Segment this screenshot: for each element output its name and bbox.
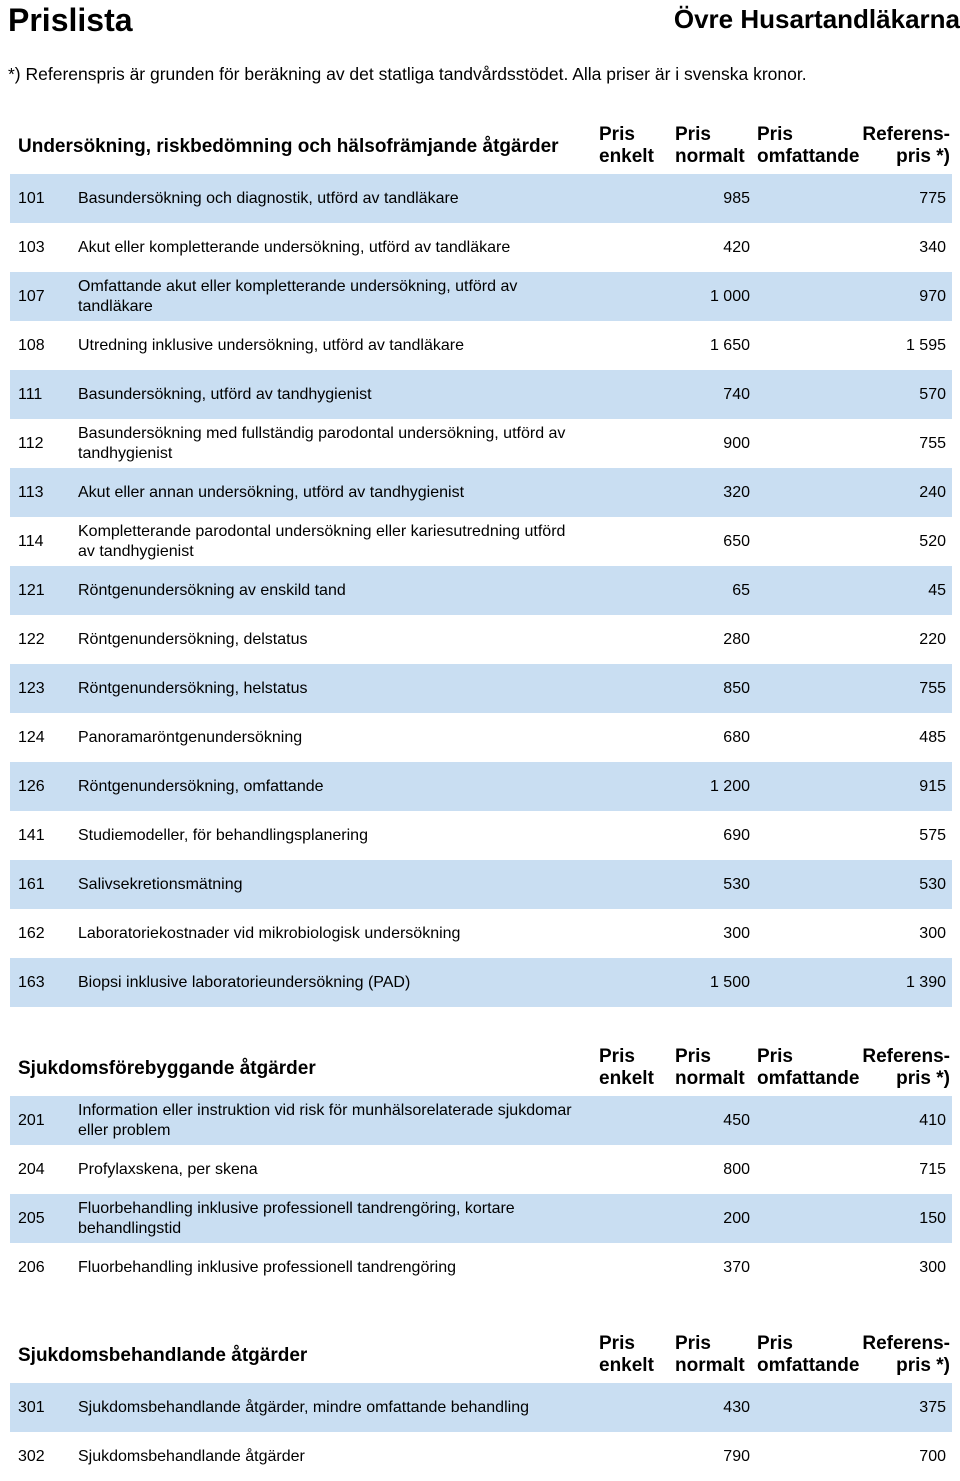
section-title: Sjukdomsförebyggande åtgärder bbox=[18, 1058, 316, 1079]
treatment-code: 123 bbox=[18, 679, 45, 697]
price-normal: 740 bbox=[723, 385, 750, 403]
column-header-line: Pris bbox=[757, 1333, 793, 1354]
treatment-description: Sjukdomsbehandlande åtgärder bbox=[78, 1447, 305, 1465]
reference-price: 220 bbox=[919, 630, 946, 648]
column-header-line: Referens- bbox=[862, 1333, 950, 1354]
table-row bbox=[10, 1096, 952, 1145]
column-header-pris-omfattande bbox=[757, 1046, 859, 1090]
treatment-description: Akut eller annan undersökning, utförd av tandhygienist bbox=[78, 483, 465, 501]
table-row bbox=[10, 762, 952, 811]
treatment-code: 107 bbox=[18, 287, 45, 305]
column-header-pris-enkelt bbox=[599, 124, 654, 168]
reference-price: 715 bbox=[919, 1160, 946, 1178]
treatment-code: 206 bbox=[18, 1258, 45, 1276]
table-row bbox=[10, 909, 952, 958]
treatment-code: 301 bbox=[18, 1398, 45, 1416]
treatment-description: Röntgenundersökning, omfattande bbox=[78, 777, 324, 795]
treatment-description: Utredning inklusive undersökning, utförd av tandläkare bbox=[78, 336, 465, 354]
treatment-description: Omfattande akut eller kompletterande undersökning, utförd av tandläkare bbox=[78, 277, 518, 315]
column-header-line: Referens- bbox=[862, 124, 950, 145]
table-row bbox=[10, 174, 952, 223]
reference-price: 755 bbox=[919, 679, 946, 697]
treatment-code: 205 bbox=[18, 1209, 45, 1227]
reference-price: 970 bbox=[919, 287, 946, 305]
column-header-line: pris *) bbox=[896, 1355, 950, 1376]
treatment-code: 121 bbox=[18, 581, 45, 599]
price-normal: 800 bbox=[723, 1160, 750, 1178]
treatment-code: 204 bbox=[18, 1160, 45, 1178]
treatment-code: 113 bbox=[18, 483, 44, 501]
price-normal: 200 bbox=[723, 1209, 750, 1227]
column-header-line: enkelt bbox=[599, 146, 654, 167]
reference-price: 340 bbox=[919, 238, 946, 256]
treatment-code: 161 bbox=[18, 875, 45, 893]
treatment-code: 112 bbox=[18, 434, 44, 452]
column-header-line: enkelt bbox=[599, 1355, 654, 1376]
price-normal: 1 650 bbox=[709, 336, 750, 354]
column-header-line: Pris bbox=[599, 1333, 635, 1354]
price-normal: 985 bbox=[723, 189, 750, 207]
reference-price: 1 390 bbox=[905, 973, 946, 991]
treatment-code: 163 bbox=[18, 973, 45, 991]
treatment-description: Laboratoriekostnader vid mikrobiologisk undersökning bbox=[78, 924, 461, 942]
column-header-pris-normalt bbox=[675, 1046, 745, 1090]
price-section bbox=[10, 122, 952, 1007]
price-normal: 650 bbox=[723, 532, 750, 550]
reference-price: 240 bbox=[919, 483, 946, 501]
column-header-pris-omfattande bbox=[757, 124, 859, 168]
price-section bbox=[10, 1044, 952, 1292]
price-normal: 530 bbox=[723, 875, 750, 893]
table-row bbox=[10, 419, 952, 468]
price-normal: 370 bbox=[723, 1258, 750, 1276]
reference-price: 300 bbox=[919, 1258, 946, 1276]
column-header-line: omfattande bbox=[757, 1068, 860, 1089]
price-normal: 680 bbox=[723, 728, 750, 746]
table-row bbox=[10, 1432, 952, 1481]
column-header-line: Referens- bbox=[862, 1046, 950, 1067]
section-title: Undersökning, riskbedömning och hälsofrämjande åtgärder bbox=[18, 136, 559, 157]
treatment-description: Studiemodeller, för behandlingsplanering bbox=[78, 826, 368, 844]
price-normal: 65 bbox=[732, 581, 750, 599]
reference-price: 375 bbox=[919, 1398, 946, 1416]
column-header-pris-omfattande bbox=[757, 1333, 859, 1377]
reference-price: 150 bbox=[919, 1209, 946, 1227]
column-header-line: Pris bbox=[675, 124, 711, 145]
price-normal: 450 bbox=[723, 1111, 750, 1129]
treatment-description: Panoramaröntgenundersökning bbox=[78, 728, 303, 746]
treatment-code: 124 bbox=[18, 728, 45, 746]
column-header-line: normalt bbox=[675, 1068, 745, 1089]
treatment-code: 114 bbox=[18, 532, 44, 550]
price-normal: 420 bbox=[723, 238, 750, 256]
treatment-description: Salivsekretionsmätning bbox=[78, 875, 243, 893]
price-normal: 300 bbox=[723, 924, 750, 942]
section-header bbox=[10, 1331, 952, 1383]
column-header-line: Pris bbox=[757, 1046, 793, 1067]
column-header-line: pris *) bbox=[896, 146, 950, 167]
reference-price: 300 bbox=[919, 924, 946, 942]
treatment-code: 108 bbox=[18, 336, 45, 354]
reference-price-note: *) Referenspris är grunden för beräkning av det statliga tandvårdsstödet. Alla priser är i svenska kronor. bbox=[8, 64, 807, 84]
table-row bbox=[10, 1243, 952, 1292]
treatment-code: 201 bbox=[18, 1111, 45, 1129]
table-row bbox=[10, 958, 952, 1007]
reference-price: 775 bbox=[919, 189, 946, 207]
price-normal: 1 200 bbox=[709, 777, 750, 795]
reference-price: 755 bbox=[919, 434, 946, 452]
reference-price: 530 bbox=[919, 875, 946, 893]
treatment-code: 122 bbox=[18, 630, 45, 648]
column-header-pris-enkelt bbox=[599, 1333, 654, 1377]
treatment-code: 103 bbox=[18, 238, 45, 256]
column-header-line: Pris bbox=[675, 1046, 711, 1067]
price-normal: 1 000 bbox=[709, 287, 750, 305]
table-row bbox=[10, 321, 952, 370]
treatment-code: 111 bbox=[18, 385, 43, 403]
section-title: Sjukdomsbehandlande åtgärder bbox=[18, 1345, 308, 1366]
column-header-pris-normalt bbox=[675, 1333, 745, 1377]
treatment-description: Röntgenundersökning av enskild tand bbox=[78, 581, 346, 599]
treatment-description: Basundersökning med fullständig parodontal undersökning, utförd av tandhygienist bbox=[78, 424, 566, 462]
column-header-referenspris bbox=[862, 124, 950, 168]
section-header bbox=[10, 122, 952, 174]
reference-price: 410 bbox=[919, 1111, 946, 1129]
column-header-pris-enkelt bbox=[599, 1046, 654, 1090]
page-title: Prislista bbox=[8, 2, 133, 38]
table-row bbox=[10, 566, 952, 615]
price-normal: 320 bbox=[723, 483, 750, 501]
treatment-description: Fluorbehandling inklusive professionell tandrengöring bbox=[78, 1258, 457, 1276]
reference-price: 700 bbox=[919, 1447, 946, 1465]
price-normal: 430 bbox=[723, 1398, 750, 1416]
price-normal: 900 bbox=[723, 434, 750, 452]
treatment-description: Fluorbehandling inklusive professionell tandrengöring, kortare behandlingstid bbox=[78, 1199, 515, 1237]
clinic-name: Övre Husartandläkarna bbox=[673, 4, 960, 34]
column-header-line: normalt bbox=[675, 146, 745, 167]
table-row bbox=[10, 272, 952, 321]
table-row bbox=[10, 615, 952, 664]
reference-price: 485 bbox=[919, 728, 946, 746]
treatment-code: 141 bbox=[18, 826, 45, 844]
treatment-code: 101 bbox=[18, 189, 45, 207]
price-normal: 790 bbox=[723, 1447, 750, 1465]
column-header-line: Pris bbox=[757, 124, 793, 145]
table-row bbox=[10, 1194, 952, 1243]
column-header-referenspris bbox=[862, 1333, 950, 1377]
section-header bbox=[10, 1044, 952, 1096]
treatment-description: Profylaxskena, per skena bbox=[78, 1160, 258, 1178]
price-normal: 280 bbox=[723, 630, 750, 648]
treatment-description: Akut eller kompletterande undersökning, utförd av tandläkare bbox=[78, 238, 511, 256]
column-header-line: pris *) bbox=[896, 1068, 950, 1089]
column-header-line: enkelt bbox=[599, 1068, 654, 1089]
treatment-description: Röntgenundersökning, delstatus bbox=[78, 630, 308, 648]
treatment-description: Information eller instruktion vid risk för munhälsorelaterade sjukdomar eller problem bbox=[78, 1101, 572, 1139]
treatment-description: Biopsi inklusive laboratorieundersökning (PAD) bbox=[78, 973, 411, 991]
price-normal: 850 bbox=[723, 679, 750, 697]
column-header-line: Pris bbox=[599, 124, 635, 145]
reference-price: 520 bbox=[919, 532, 946, 550]
treatment-code: 302 bbox=[18, 1447, 45, 1465]
column-header-pris-normalt bbox=[675, 124, 745, 168]
table-row bbox=[10, 713, 952, 762]
table-row bbox=[10, 370, 952, 419]
column-header-referenspris bbox=[862, 1046, 950, 1090]
table-row bbox=[10, 860, 952, 909]
treatment-code: 162 bbox=[18, 924, 45, 942]
column-header-line: Pris bbox=[675, 1333, 711, 1354]
column-header-line: normalt bbox=[675, 1355, 745, 1376]
treatment-description: Basundersökning, utförd av tandhygienist bbox=[78, 385, 372, 403]
reference-price: 915 bbox=[919, 777, 946, 795]
table-row bbox=[10, 223, 952, 272]
treatment-code: 126 bbox=[18, 777, 45, 795]
reference-price: 575 bbox=[919, 826, 946, 844]
column-header-line: omfattande bbox=[757, 146, 860, 167]
column-header-line: omfattande bbox=[757, 1355, 860, 1376]
table-row bbox=[10, 811, 952, 860]
price-normal: 1 500 bbox=[709, 973, 750, 991]
reference-price: 570 bbox=[919, 385, 946, 403]
treatment-description: Kompletterande parodontal undersökning eller kariesutredning utförd av tandhygienist bbox=[78, 522, 566, 560]
treatment-description: Sjukdomsbehandlande åtgärder, mindre omfattande behandling bbox=[78, 1398, 529, 1416]
reference-price: 45 bbox=[928, 581, 946, 599]
column-header-line: Pris bbox=[599, 1046, 635, 1067]
treatment-description: Röntgenundersökning, helstatus bbox=[78, 679, 308, 697]
table-row bbox=[10, 664, 952, 713]
price-normal: 690 bbox=[723, 826, 750, 844]
reference-price: 1 595 bbox=[905, 336, 946, 354]
table-row bbox=[10, 517, 952, 566]
treatment-description: Basundersökning och diagnostik, utförd av tandläkare bbox=[78, 189, 459, 207]
price-section bbox=[10, 1331, 952, 1481]
table-row bbox=[10, 1383, 952, 1432]
table-row bbox=[10, 468, 952, 517]
table-row bbox=[10, 1145, 952, 1194]
